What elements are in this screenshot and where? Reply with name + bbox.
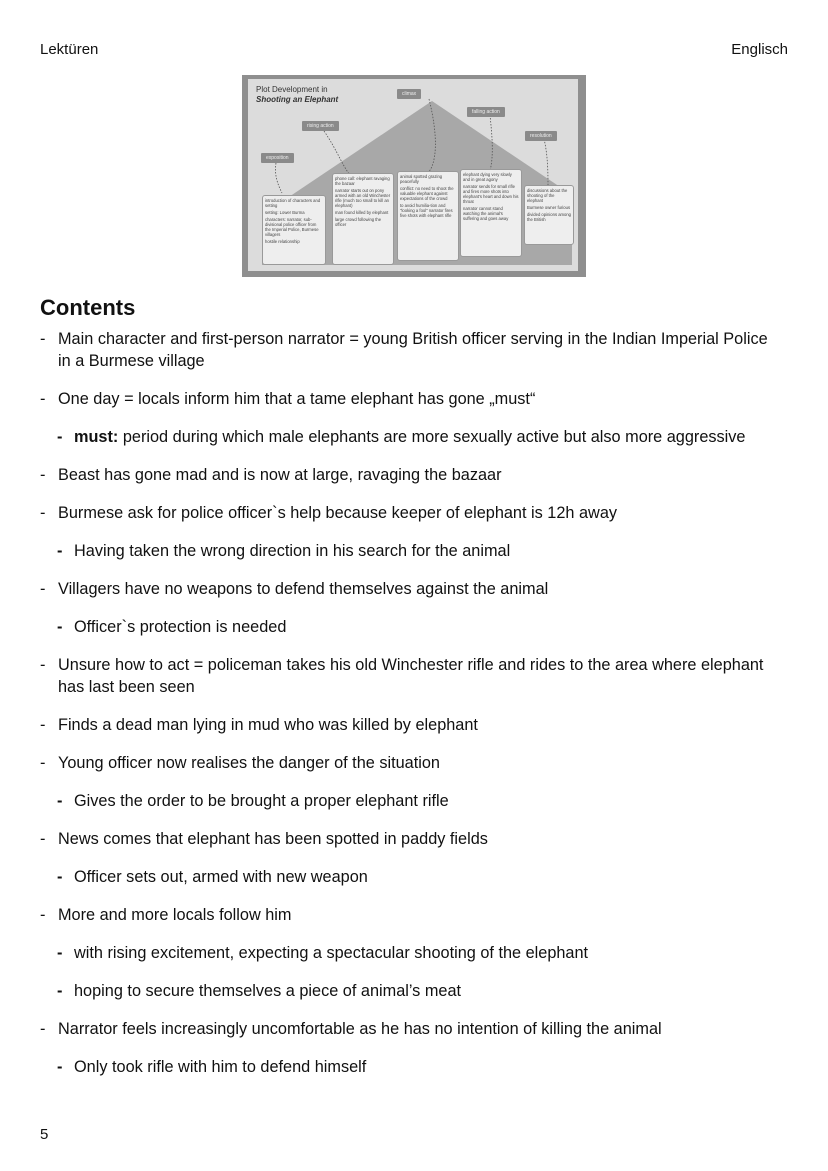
plot-diagram-photo [242,75,586,277]
list-item-text: Beast has gone mad and is now at large, ravaging the bazaar [58,466,502,484]
diagram-box-text: introduction of characters and setting [265,198,321,208]
list-item-text: Officer sets out, armed with new weapon [74,868,368,886]
diagram-title: Plot Development in Shooting an Elephant [256,85,339,104]
list-item [0,942,794,964]
list-item-text: hoping to secure themselves a piece of animal’s meat [74,982,462,1000]
list-item [0,1018,778,1040]
diagram-box [332,173,394,265]
list-item [0,1056,794,1078]
header-subject-left: Lektüren [40,41,99,58]
diagram-box-text: phone call: elephant ravaging the bazaar [335,176,390,186]
tag-exposition: exposition [261,153,294,163]
diagram-box-text: Burmese owner furious [527,205,571,210]
tag-rising-action: rising action [302,121,339,131]
diagram-box-text: narrator starts out on pony armed with an old Winchester rifle (much too small to kill an elephant) [335,188,391,208]
diagram-box-text: setting: Lower Burma [265,210,305,215]
list-item-text: One day = locals inform him that a tame elephant has gone „must“ [58,390,536,408]
list-item-text: Burmese ask for police officer`s help because keeper of elephant is 12h away [58,504,618,522]
list-item [0,654,778,698]
diagram-box-text: hostile relationship [265,239,300,244]
diagram-box-text: man found killed by elephant [335,210,389,215]
list-item [0,790,794,812]
list-item [0,714,778,736]
contents-list [0,328,794,1094]
diagram-box-text: divided opinions among the British [527,212,571,222]
list-item [0,752,778,774]
list-item-text: More and more locals follow him [58,906,292,924]
list-item [0,426,794,448]
list-item-text: Only took rifle with him to defend himself [74,1058,367,1076]
list-item [0,828,778,850]
list-item [0,866,794,888]
list-item [0,328,778,372]
list-item-text: with rising excitement, expecting a spectacular shooting of the elephant [74,944,589,962]
list-item [0,464,778,486]
diagram-box-text: to avoid humilia-tion and "looking a fool" narrator fires five shots with elephant rifle [400,203,453,218]
diagram-box-text: elephant dying very slowly and in great agony [463,172,512,182]
list-item [0,980,794,1002]
diagram-box [524,185,574,245]
list-item-text: Officer`s protection is needed [74,618,287,636]
diagram-box-text: conflict: no need to shoot the valuable elephant against expectations of the crowd [400,186,454,201]
list-item [0,540,794,562]
list-item-text: News comes that elephant has been spotted in paddy fields [58,830,488,848]
term-label: must: [74,428,119,446]
list-item-text: Narrator feels increasingly uncomfortable as he has no intention of killing the animal [58,1020,662,1038]
list-item-text: Having taken the wrong direction in his search for the animal [74,542,511,560]
tag-climax: climax [397,89,421,99]
list-item-text: Gives the order to be brought a proper elephant rifle [74,792,449,810]
list-item-text: Young officer now realises the danger of the situation [58,754,440,772]
diagram-box [460,169,522,257]
list-item [0,502,778,524]
diagram-box-text: characters: narrator, sub-divisional police officer from the Imperial Police, Burmese villagers [265,217,319,237]
list-item-text: Villagers have no weapons to defend themselves against the animal [58,580,549,598]
diagram-box-text: discussions about the shooting of the elephant [527,188,568,203]
list-item-text: Finds a dead man lying in mud who was killed by elephant [58,716,478,734]
diagram-box [262,195,326,265]
list-item [0,578,778,600]
list-item-text: period during which male elephants are more sexually active but also more aggressive [118,428,746,446]
diagram-box [397,171,459,261]
list-item [0,388,778,410]
list-item [0,616,794,638]
section-title: Contents [40,295,136,320]
list-item [0,904,778,926]
page-number: 5 [40,1126,49,1143]
diagram-box-text: narrator sends for small rifle and fires more shots into elephant's heart and down his throat [463,184,519,204]
diagram-box-text: large crowd following the officer [335,217,382,227]
list-item-text: Main character and first-person narrator = young British officer serving in the Indian Imperial Police in a Burmese village [58,330,768,370]
header-subject-right: Englisch [731,41,788,58]
tag-resolution: resolution [525,131,557,141]
tag-falling-action: falling action [467,107,505,117]
list-item-text: Unsure how to act = policeman takes his old Winchester rifle and rides to the area where elephant has last been seen [58,656,764,696]
diagram-box-text: narrator cannot stand watching the animal's suffering and goes away [463,206,509,221]
diagram-box-text: animal spotted grazing peacefully [400,174,443,184]
